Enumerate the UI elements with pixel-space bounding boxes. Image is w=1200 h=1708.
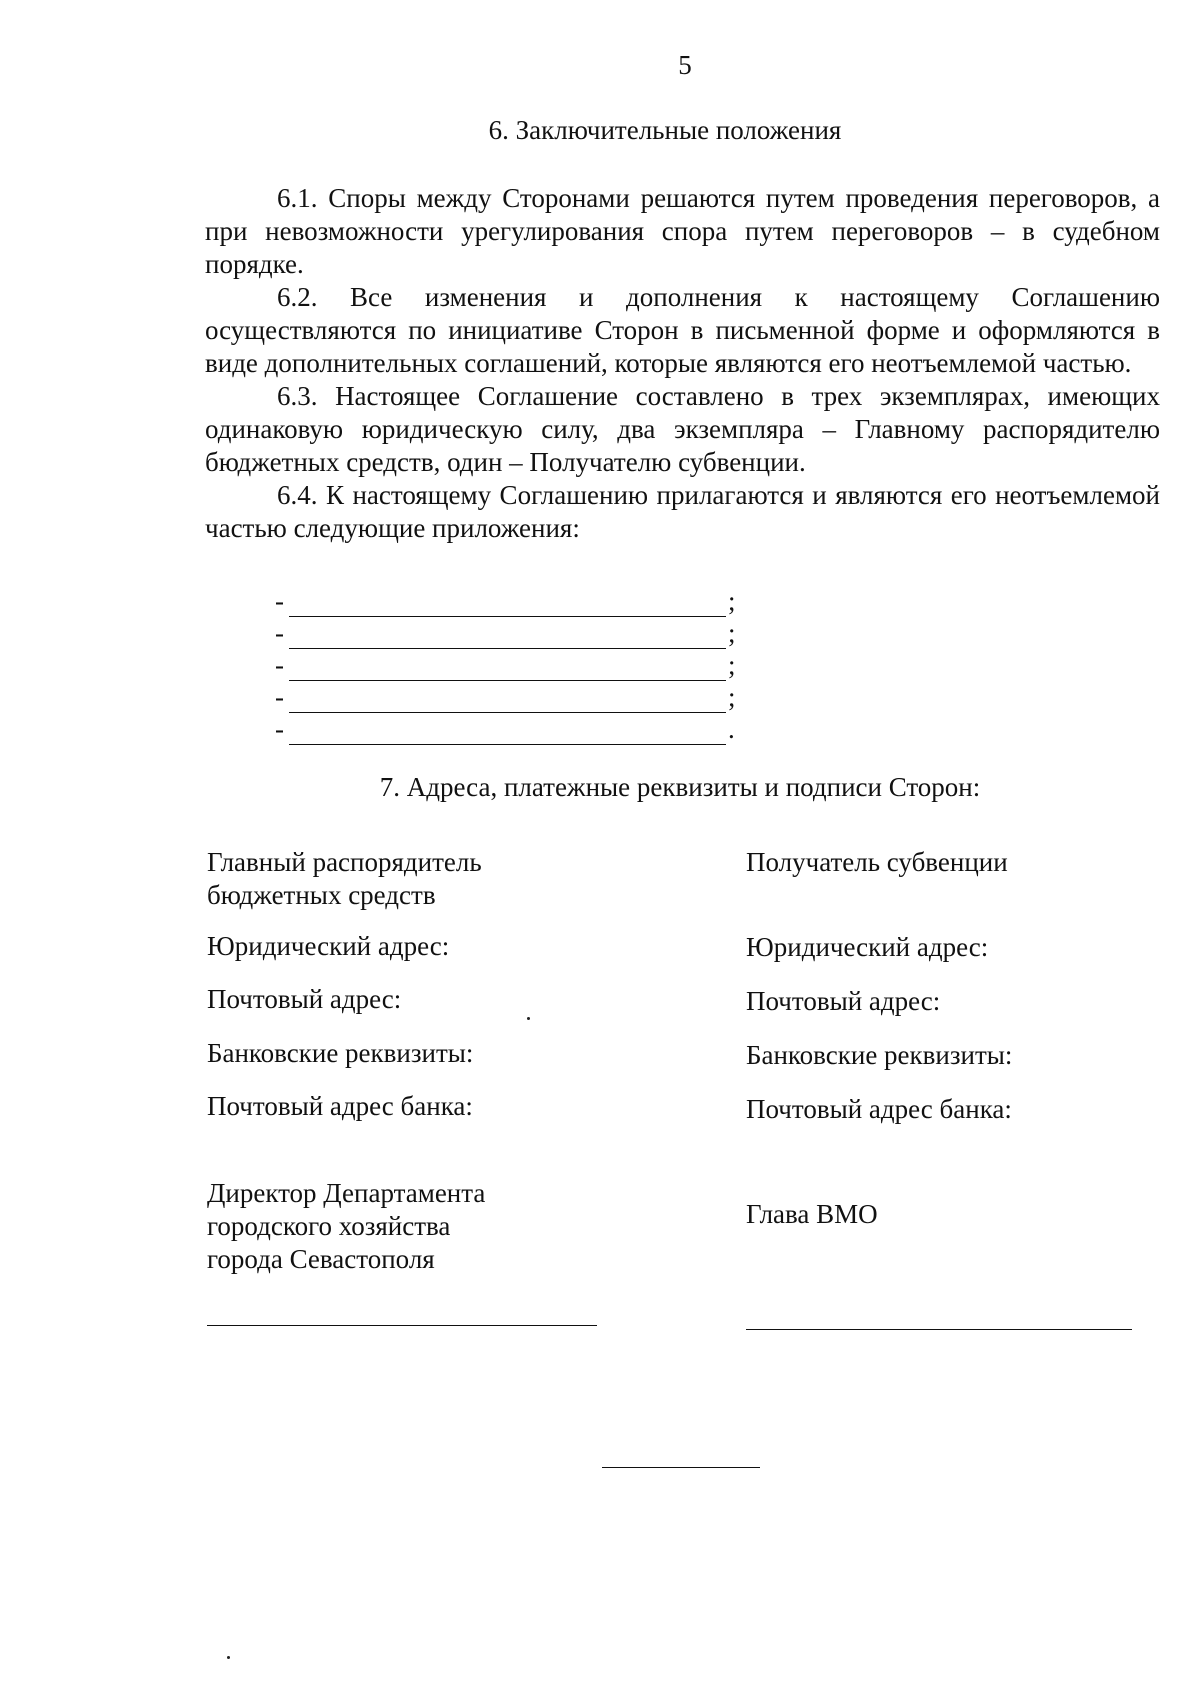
- section-6-title: 6. Заключительные положения: [488, 115, 842, 145]
- left-bank-postal-address-label: Почтовый адрес банка:: [207, 1091, 473, 1121]
- right-signature-line: [746, 1329, 1132, 1330]
- left-signature-line: [207, 1325, 597, 1326]
- attachment-terminator: ;: [728, 618, 736, 648]
- right-signatory-title: Глава ВМО: [746, 1199, 878, 1229]
- left-party-name: Главный распорядитель бюджетных средств: [207, 847, 482, 910]
- attachment-dash: -: [275, 682, 284, 712]
- paragraph-6-1: 6.1. Споры между Сторонами решаются путем проведения переговоров, а при невозможности урегулирования спора путем переговоров – в судебном порядке.: [205, 183, 1160, 279]
- attachment-terminator: ;: [728, 586, 736, 616]
- left-signatory-title: Директор Департамента городского хозяйства города Севастополя: [207, 1178, 486, 1274]
- section-7-title: 7. Адреса, платежные реквизиты и подписи Сторон:: [379, 772, 981, 802]
- scan-speck: [527, 1017, 530, 1020]
- left-party-column: [207, 0, 667, 1708]
- scan-speck: [227, 1656, 230, 1659]
- end-of-document-rule: [602, 1467, 760, 1468]
- paragraph-6-3: 6.3. Настоящее Соглашение составлено в трех экземплярах, имеющих одинаковую юридическую силу, два экземпляра – Главному распорядителю бюджетных средств, один – Получателю субвенции.: [205, 381, 1160, 477]
- right-legal-address-label: Юридический адрес:: [746, 932, 989, 962]
- attachment-dash: -: [275, 650, 284, 680]
- attachment-terminator: ;: [728, 650, 736, 680]
- right-postal-address-label: Почтовый адрес:: [746, 986, 941, 1016]
- page-number: 5: [678, 50, 692, 80]
- right-bank-details-label: Банковские реквизиты:: [746, 1040, 1013, 1070]
- attachment-dash: -: [275, 714, 284, 744]
- left-postal-address-label: Почтовый адрес:: [207, 984, 402, 1014]
- left-legal-address-label: Юридический адрес:: [207, 931, 450, 961]
- right-bank-postal-address-label: Почтовый адрес банка:: [746, 1094, 1012, 1124]
- right-party-column: [746, 0, 1186, 1708]
- paragraph-6-4: 6.4. К настоящему Соглашению прилагаются и являются его неотъемлемой частью следующие приложения:: [205, 480, 1160, 543]
- attachment-terminator: ;: [728, 682, 736, 712]
- left-bank-details-label: Банковские реквизиты:: [207, 1038, 474, 1068]
- right-party-name: Получатель субвенции: [746, 847, 1008, 877]
- attachment-terminator: .: [728, 714, 735, 744]
- paragraph-6-2: 6.2. Все изменения и дополнения к настоящему Соглашению осуществляются по инициативе Сторон в письменной форме и оформляются в виде дополнительных соглашений, которые являются его неотъемлемой частью.: [205, 282, 1160, 378]
- attachment-dash: -: [275, 586, 284, 616]
- attachment-dash: -: [275, 618, 284, 648]
